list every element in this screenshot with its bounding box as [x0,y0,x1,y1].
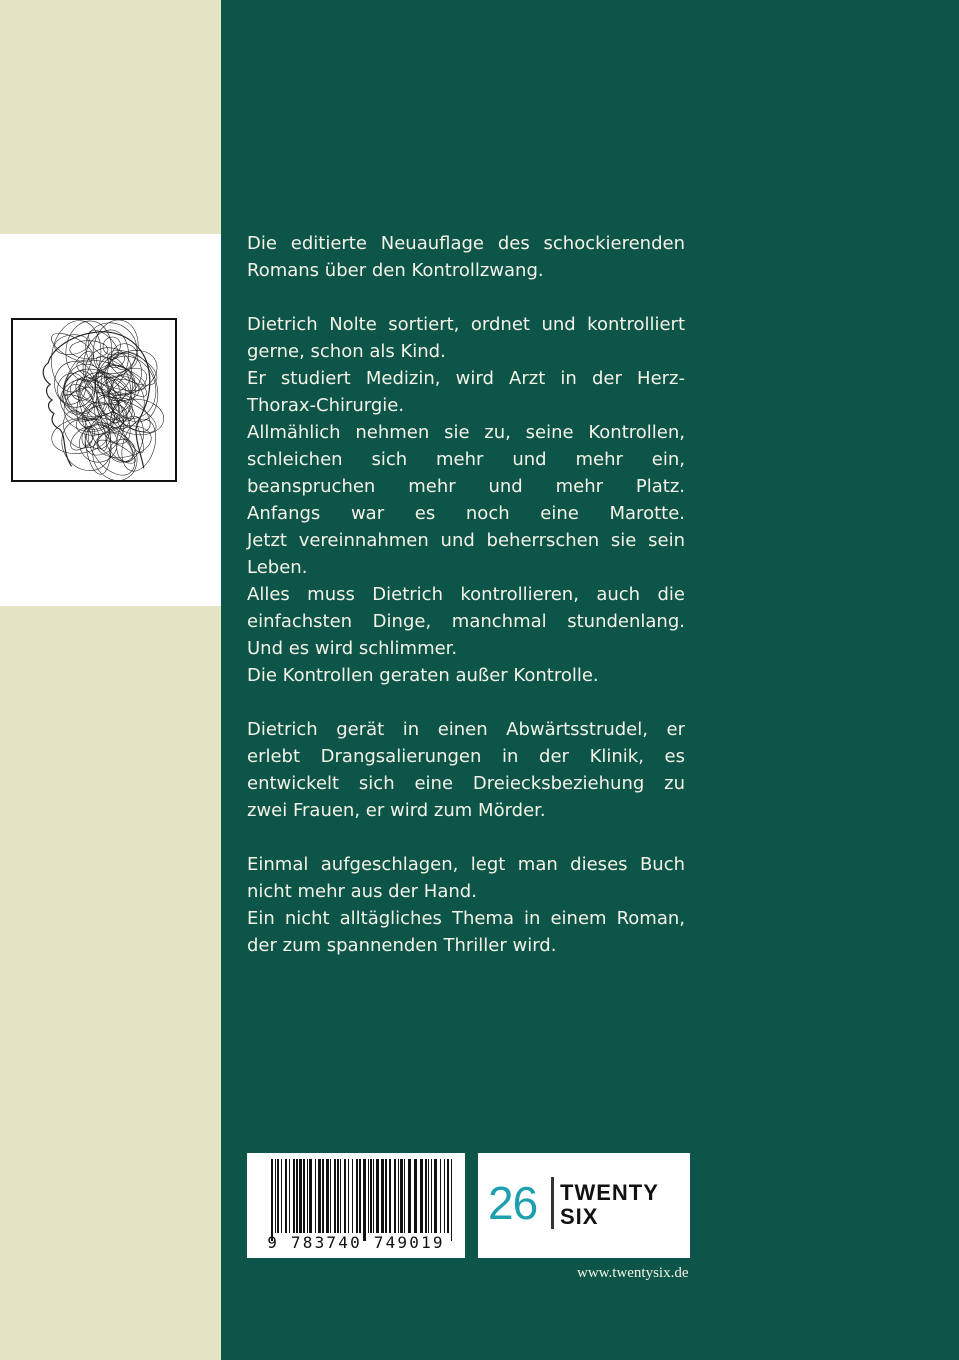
barcode-bar [289,1159,290,1233]
barcode-bar [281,1159,282,1233]
barcode-bar [447,1159,449,1233]
blurb-line: Die editierte Neuauflage des schockierenden [247,233,685,254]
blurb-line: Leben. [247,557,308,578]
blurb-line: Dietrich gerät in einen Abwärtsstrudel, er [247,719,685,740]
barcode-bar [373,1159,374,1233]
barcode-bar [404,1159,405,1233]
blurb-line: Ein nicht alltägliches Thema in einem Roman, [247,908,685,929]
blurb-line: Er studiert Medizin, wird Arzt in der Herz- [247,368,685,389]
barcode-bar [356,1159,358,1233]
barcode-bar [394,1159,396,1233]
blurb-line: schleichen sich mehr und mehr ein, [247,449,685,470]
barcode-bar [434,1159,437,1233]
barcode-bar [363,1159,366,1241]
barcode-bar [337,1159,339,1233]
blurb-line: Thorax-Chirurgie. [247,395,405,416]
head-illustration [13,320,175,480]
logo-divider [551,1177,554,1229]
publisher-website: www.twentysix.de [577,1265,689,1281]
scribble-stroke [49,414,112,458]
barcode-bar [414,1159,417,1233]
barcode-bar [344,1159,346,1233]
barcode-bar [271,1159,273,1241]
blurb-line: erlebt Drangsalierungen in der Klinik, es [247,746,685,767]
blurb-line: einfachsten Dinge, manchmal stundenlang. [247,611,685,632]
scribbled-head-icon [11,318,177,482]
blurb-line: entwickelt sich eine Dreiecksbeziehung zu [247,773,685,794]
barcode-bar [420,1159,423,1233]
barcode-bar [368,1159,369,1233]
barcode-bar [348,1159,349,1233]
barcode-bar [296,1159,298,1233]
barcode-bar [318,1159,321,1233]
barcode-bar [425,1159,427,1233]
barcode-bar [277,1159,279,1233]
blurb-line: Die Kontrollen geraten außer Kontrolle. [247,665,599,686]
barcode-bar [330,1159,331,1233]
blurb-line: Alles muss Dietrich kontrollieren, auch die [247,584,685,605]
isbn-barcode [247,1153,465,1258]
publisher-number: 26 [488,1177,538,1229]
publisher-word-1: TWENTY [560,1180,659,1205]
barcode-bar [309,1159,312,1233]
blurb-line: Dietrich Nolte sortiert, ordnet und kontrolliert [247,314,685,335]
barcode-bar [293,1159,295,1233]
blurb-text [247,230,685,959]
barcode-bar [428,1159,429,1233]
blurb-line: Allmählich nehmen sie zu, seine Kontrollen, [247,422,685,443]
publisher-logo [478,1153,690,1258]
barcode-bar [299,1159,302,1233]
barcode-bar [326,1159,329,1233]
barcode-bar [370,1159,372,1233]
barcode-bar [381,1159,384,1233]
blurb-line: Romans über den Kontrollzwang. [247,260,544,281]
barcode-bar [322,1159,324,1233]
publisher-word-2: SIX [560,1204,599,1229]
blurb-line: zwei Frauen, er wird zum Mörder. [247,800,546,821]
blurb-line: nicht mehr aus der Hand. [247,881,477,902]
barcode-bar [334,1159,336,1233]
left-cream-strip [0,0,221,1360]
barcode-bar [275,1159,276,1233]
barcode-bar [285,1159,287,1233]
barcode-bar [376,1159,379,1233]
barcode-bar [307,1159,308,1233]
barcode-bar [398,1159,399,1233]
barcode-bar [408,1159,411,1233]
scribble-stroke [76,325,136,399]
barcode-bar [385,1159,387,1233]
barcode-bar [440,1159,441,1233]
blurb-line: der zum spannenden Thriller wird. [247,935,557,956]
barcode-bar [315,1159,316,1233]
blurb-line: Und es wird schlimmer. [247,638,458,659]
blurb-line: gerne, schon als Kind. [247,341,446,362]
barcode-digits: 9 783740 749019 [267,1233,445,1252]
barcode-bar [431,1159,432,1233]
blurb-line: beanspruchen mehr und mehr Platz. [247,476,685,497]
blurb-line: Anfangs war es noch eine Marotte. [247,503,685,524]
barcode-bar [400,1159,403,1233]
barcode-bar [352,1159,353,1233]
barcode-bar [444,1159,445,1233]
barcode-bar [359,1159,361,1233]
barcode-bar [389,1159,391,1233]
barcode-bar [340,1159,341,1233]
blurb-line: Einmal aufgeschlagen, legt man dieses Buch [247,854,685,875]
blurb-line: Jetzt vereinnahmen und beherrschen sie sein [247,530,685,551]
barcode-bar [451,1159,452,1241]
barcode-bar [303,1159,305,1233]
